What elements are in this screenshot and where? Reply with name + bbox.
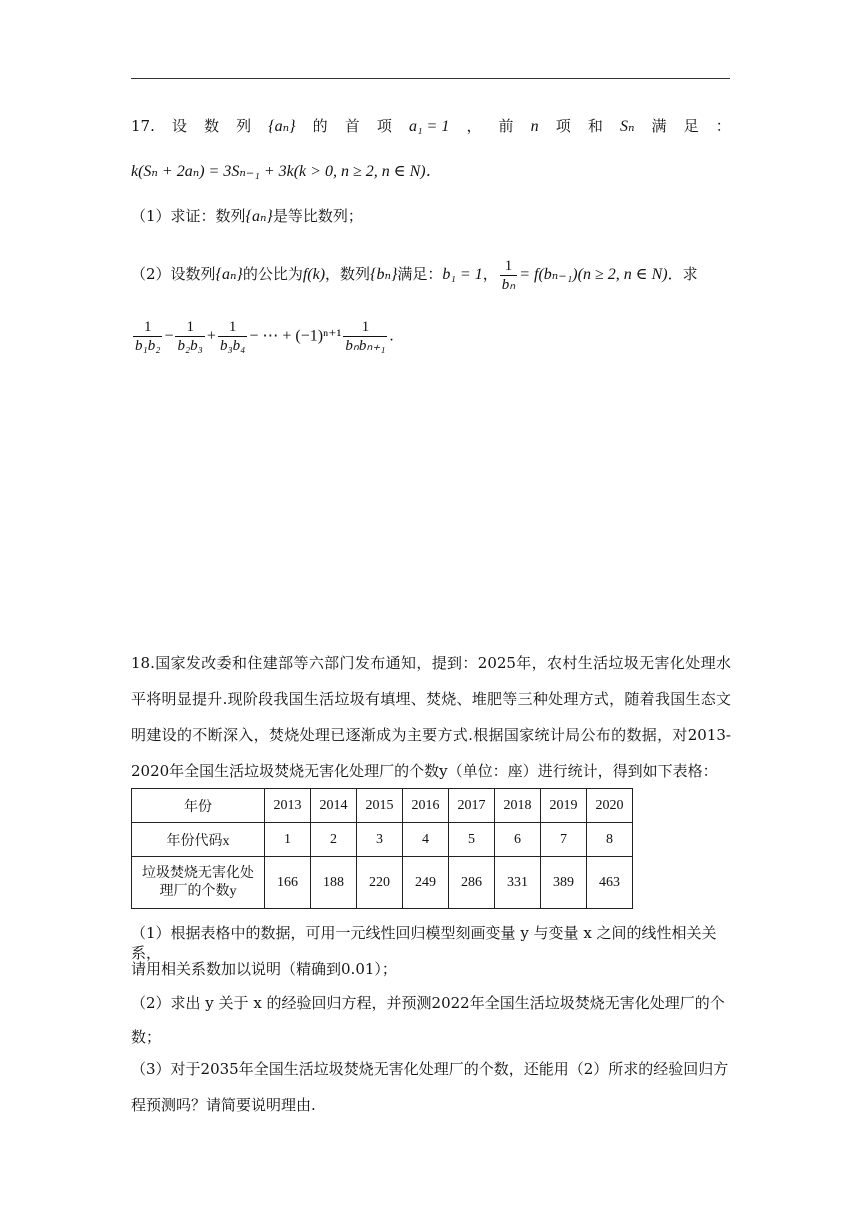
p17-seq-a: {aₙ} <box>268 118 296 135</box>
sum-operator: − <box>164 327 174 345</box>
sum-fraction <box>175 318 204 355</box>
p17-word: 的 <box>312 117 328 135</box>
table-cell: 5 <box>449 823 495 857</box>
p17-part2-text: 满足： <box>397 265 443 283</box>
p17-Sn: Sₙ <box>619 118 635 135</box>
p17-sum <box>131 318 731 362</box>
table-cell: 2013 <box>265 789 311 823</box>
fraction-numerator: 1 <box>504 257 513 274</box>
row-header-count: 垃圾焚烧无害化处理厂的个数y <box>132 857 265 909</box>
p17-part1-suffix: 是等比数列； <box>272 207 363 225</box>
table-row <box>132 857 633 909</box>
table-cell: 2014 <box>311 789 357 823</box>
row-header-year: 年份 <box>132 789 265 823</box>
p17-word: 前 <box>498 117 514 135</box>
p17-word: 足 <box>683 117 699 135</box>
p17-a1: a₁ = 1 <box>408 118 450 135</box>
p17-word: 数 <box>204 117 220 135</box>
sum-fraction <box>133 318 162 355</box>
p17-line1 <box>131 116 731 137</box>
p17-word: 满 <box>651 117 667 135</box>
p17-part2-text: 的公比为 <box>242 265 303 283</box>
table-cell: 2019 <box>541 789 587 823</box>
table-cell: 1 <box>265 823 311 857</box>
p18-table <box>131 788 633 909</box>
sum-fraction <box>343 318 387 355</box>
p18-q3-line1: （3）对于2035年全国生活垃圾焚烧无害化处理厂的个数，还能用（2）所求的经验回归方 <box>131 1060 729 1078</box>
table-cell: 220 <box>357 857 403 909</box>
p17-equation <box>131 161 731 182</box>
p17-comma: ， <box>466 117 482 135</box>
p17-part2-text: ，数列 <box>325 265 371 283</box>
fraction-numerator: 1 <box>143 319 152 335</box>
table-cell: 4 <box>403 823 449 857</box>
fraction-numerator: 1 <box>361 319 370 335</box>
p17-part1-prefix: （1）求证：数列 <box>131 207 246 225</box>
p18-intro: 18.国家发改委和住建部等六部门发布通知，提到：2025年，农村生活垃圾无害化处理水平将明显提升.现阶段我国生活垃圾有填埋、焚烧、堆肥等三种处理方式，随着我国生态文明建设的不断深入，焚烧处理已逐渐成为主要方式.根据国家统计局公布的数据，对2013-2020年全国生活垃圾焚烧无害化处理厂的个数y（单位：座）进行统计，得到如下表格： <box>131 654 731 780</box>
p17-number: 17. <box>131 117 155 135</box>
table-cell: 2020 <box>587 789 633 823</box>
p17-equation-text: k(Sₙ + 2aₙ) = 3Sₙ₋₁ + 3k(k > 0, n ≥ 2, n ∈ N)． <box>131 163 442 180</box>
fraction-numerator: 1 <box>186 319 194 335</box>
table-cell: 286 <box>449 857 495 909</box>
p17-word: 和 <box>587 117 603 135</box>
table-cell: 6 <box>495 823 541 857</box>
table-cell: 8 <box>587 823 633 857</box>
p18-q1-line2: 请用相关系数加以说明（精确到0.01）； <box>131 960 397 978</box>
p17-part2-fraction <box>500 257 517 294</box>
p17-part2-end: ．求 <box>667 265 698 283</box>
p17-part1-seq: {aₙ} <box>245 208 273 225</box>
table-cell: 2015 <box>357 789 403 823</box>
table-row <box>132 823 633 857</box>
fraction-denominator: b₂b₃ <box>177 338 203 354</box>
p17-word: 项 <box>376 117 392 135</box>
table-cell: 7 <box>541 823 587 857</box>
sum-operator: . <box>389 327 394 345</box>
p17-word: 列 <box>236 117 252 135</box>
p17-part2-seq-a: {aₙ} <box>215 266 243 283</box>
fraction-denominator: bₙ <box>501 276 516 293</box>
p17-part2-b1: b₁ = 1 <box>442 266 483 283</box>
table-cell: 2018 <box>495 789 541 823</box>
table-cell: 249 <box>403 857 449 909</box>
fraction-numerator: 1 <box>228 319 237 335</box>
table-row <box>132 789 633 823</box>
table-cell: 463 <box>587 857 633 909</box>
p17-word: 首 <box>344 117 360 135</box>
p17-part2 <box>131 254 731 294</box>
table-cell: 331 <box>495 857 541 909</box>
sum-operator: + <box>206 327 216 345</box>
table-cell: 2017 <box>449 789 495 823</box>
sum-fraction <box>218 318 247 355</box>
table-cell: 188 <box>311 857 357 909</box>
sum-operator: − ⋯ + (−1)ⁿ⁺¹ <box>249 327 342 345</box>
p17-part1 <box>131 206 731 227</box>
p17-word: 项 <box>555 117 571 135</box>
fraction-denominator: bₙbₙ₊₁ <box>345 338 386 354</box>
p18-q2-line2: 数； <box>131 1028 162 1046</box>
p18-q2-line1: （2）求出 y 关于 x 的经验回归方程，并预测2022年全国生活垃圾焚烧无害化处理厂的个 <box>131 994 725 1012</box>
table-cell: 2016 <box>403 789 449 823</box>
row-header-code: 年份代码x <box>132 823 265 857</box>
p17-n: n <box>530 118 539 135</box>
fraction-denominator: b₁b₂ <box>135 338 161 354</box>
p18-q3-line2: 程预测吗？请简要说明理由. <box>131 1096 316 1114</box>
p18-q1-line1: （1）根据表格中的数据，可用一元线性回归模型刻画变量 y 与变量 x 之间的线性相关关系， <box>131 924 717 962</box>
table-cell: 2 <box>311 823 357 857</box>
p17-part2-seq-b: {bₙ} <box>370 266 398 283</box>
p17-word: 设 <box>171 117 187 135</box>
p17-part2-rhs: = f(bₙ₋₁)(n ≥ 2, n ∈ N) <box>519 266 668 283</box>
table-cell: 389 <box>541 857 587 909</box>
p17-word: ： <box>715 117 731 135</box>
fraction-denominator: b₃b₄ <box>219 338 246 354</box>
table-cell: 3 <box>357 823 403 857</box>
p17-part2-fk: f(k) <box>302 266 326 283</box>
p17-part2-text: ， <box>482 265 498 283</box>
p17-part2-text: （2）设数列 <box>131 265 216 283</box>
header-rule <box>131 78 730 79</box>
table-cell: 166 <box>265 857 311 909</box>
